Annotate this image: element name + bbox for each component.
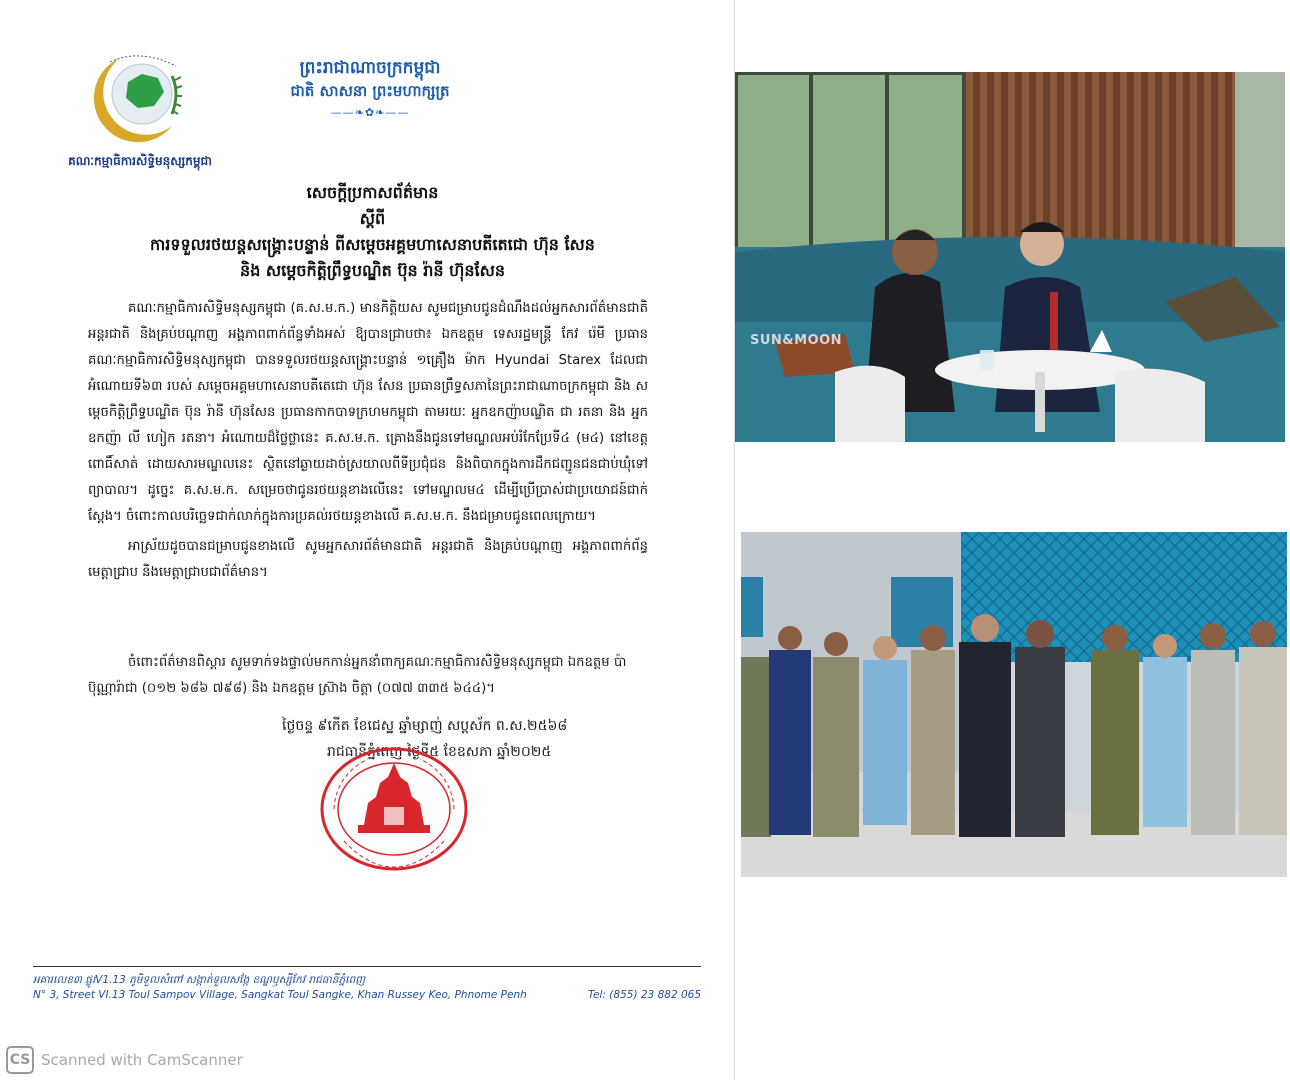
group-photo xyxy=(741,532,1287,877)
photo-panel xyxy=(735,0,1290,1080)
kingdom-line2: ជាតិ សាសនា ព្រះមហាក្សត្រ xyxy=(290,82,450,100)
title-line1: សេចក្តីប្រកាសព័ត៌មាន xyxy=(306,183,439,202)
camscanner-label: Scanned with CamScanner xyxy=(41,1051,243,1069)
paragraph-1: គណៈកម្មាធិការសិទ្ធិមនុស្សកម្ពុជា (គ.ស.ម.ក.) មានកិត្តិយស សូមជម្រាបជូនដំណឹងដល់អ្នកសារព័ត៌មានជាតិ អន្តរជាតិ និងគ្រប់បណ្តាញ អង្គភាពពាក់ព័ន្ធទាំងអស់ ឱ្យបានជ្រាបថា៖ ឯកឧត្តម ទេសរដ្ឋមន្ត្រី កែវ រ៉េមី ប្រធានគណៈកម្មាធិការសិទ្ធិមនុស្សកម្ពុជា បានទទួលរថយន្តសង្គ្រោះបន្ទាន់ ១គ្រឿង ម៉ាក Hyundai Starex ដែលជាអំណោយទី៦៣ របស់ សម្តេចអគ្គមហាសេនាបតីតេជោ ហ៊ុន សែន ប្រធានព្រឹទ្ធសភានៃព្រះរាជាណាចក្រកម្ពុជា និង សម្តេចកិត្តិព្រឹទ្ធបណ្ឌិត ប៊ុន រ៉ានី ហ៊ុនសែន ប្រធានកាកបាទក្រហមកម្ពុជា តាមរយៈ អ្នកឧកញ៉ាបណ្ឌិត ជា រតនា និង អ្នកឧកញ៉ា លី ហៀក រតនា។ អំណោយដ៏ថ្លៃថ្លានេះ គ.ស.ម.ក. គ្រោងនឹងជូនទៅមណ្ឌលអប់រំកែប្រែទី៤ (ម៤) នៅខេត្តពោធិ៍សាត់ ដោយសារមណ្ឌលនេះ ស្ថិតនៅឆ្ងាយដាច់ស្រយាលពីទីប្រជុំជន និងពិបាកក្នុងការដឹកជញ្ជូនជនជាប់ឃុំទៅព្យាបាល។ ដូច្នេះ គ.ស.ម.ក. សម្រេចថាជូនរថយន្តខាងលើនេះ ទៅមណ្ឌលម៤ ដើម្បីប្រើប្រាស់ជាប្រយោជន៍ជាក់ស្តែង។ ចំពោះកាលបរិច្ឆេទជាក់លាក់ក្នុងការប្រគល់រថយន្តខាងលើ គ.ស.ម.ក. នឹងជម្រាបជូនពេលក្រោយ។ xyxy=(88,301,648,524)
committee-logo xyxy=(80,48,190,148)
contact-paragraph: ចំពោះព័ត៌មានពិស្តារ សូមទាក់ទងផ្ទាល់មកកាន់អ្នកនាំពាក្យគណៈកម្មាធិការសិទ្ធិមនុស្សកម្ពុជា ឯកឧត្តម ប៉ា ប៊ុណ្ណារ៉ាជា (០១២ ៦៨៦ ៧៩៨) និង ឯកឧត្តម ស្រ៊ាង ចិត្តា (០៧៧ ៣៣៥ ៦៤៤)។ xyxy=(88,655,627,696)
ornament-divider: ——❧✿❧—— xyxy=(330,106,410,119)
title-line2: ស្តីពី xyxy=(359,209,386,228)
paragraph-2: អាស្រ័យដូចបានជម្រាបជូនខាងលើ សូមអ្នកសារព័ត៌មានជាតិ អន្តរជាតិ និងគ្រប់បណ្តាញ អង្គភាពពាក់ព័ន្ធមេត្តាជ្រាប និងមេត្តាជ្រាបជាព័ត៌មាន។ xyxy=(88,539,648,580)
photo-watermark: SUN&MOON xyxy=(750,333,843,348)
date-solar: រាជធានីភ្នំពេញ ថ្ងៃទី៥ ខែឧសភា ឆ្នាំ២០២៥ xyxy=(327,744,552,760)
title-line3: ការទទួលរថយន្តសង្គ្រោះបន្ទាន់ ពីសម្តេចអគ្គមហាសេនាបតីតេជោ ហ៊ុន សែន xyxy=(150,235,595,254)
title-line4: និង សម្តេចកិត្តិព្រឹទ្ធបណ្ឌិត ប៊ុន រ៉ានី ហ៊ុនសែន xyxy=(240,261,505,280)
address-footer xyxy=(33,973,701,1003)
document-body xyxy=(88,296,648,590)
official-seal-icon xyxy=(318,745,470,873)
document-title xyxy=(80,180,665,284)
camscanner-watermark xyxy=(6,1045,243,1075)
footer-divider xyxy=(33,966,701,967)
org-name: គណៈកម្មាធិការសិទ្ធិមនុស្សកម្ពុជា xyxy=(68,154,212,168)
kingdom-line1: ព្រះរាជាណាចក្រកម្ពុជា xyxy=(299,58,441,78)
date-lunar: ថ្ងៃចន្ទ ៩កើត ខែជេស្ឋ ឆ្នាំម្សាញ់ សប្តស័ក ព.ស.២៥៦៨ xyxy=(282,718,568,734)
kingdom-motto xyxy=(265,56,475,119)
address-english: N° 3, Street VI.13 Toul Sampov Village, Sangkat Toul Sangke, Khan Russey Keo, Phnome Penh xyxy=(33,989,527,1001)
telephone: Tel: (855) 23 882 065 xyxy=(587,989,701,1001)
camscanner-logo-icon: CS xyxy=(6,1046,34,1074)
address-khmer: អគារលេខ៣ ផ្លូវV1.13 ភូមិទួលសំពៅ សង្កាត់ទួលសង្កែ ខណ្ឌឫស្សីកែវ រាជធានីភ្នំពេញ xyxy=(33,974,366,986)
meeting-photo xyxy=(735,72,1285,442)
